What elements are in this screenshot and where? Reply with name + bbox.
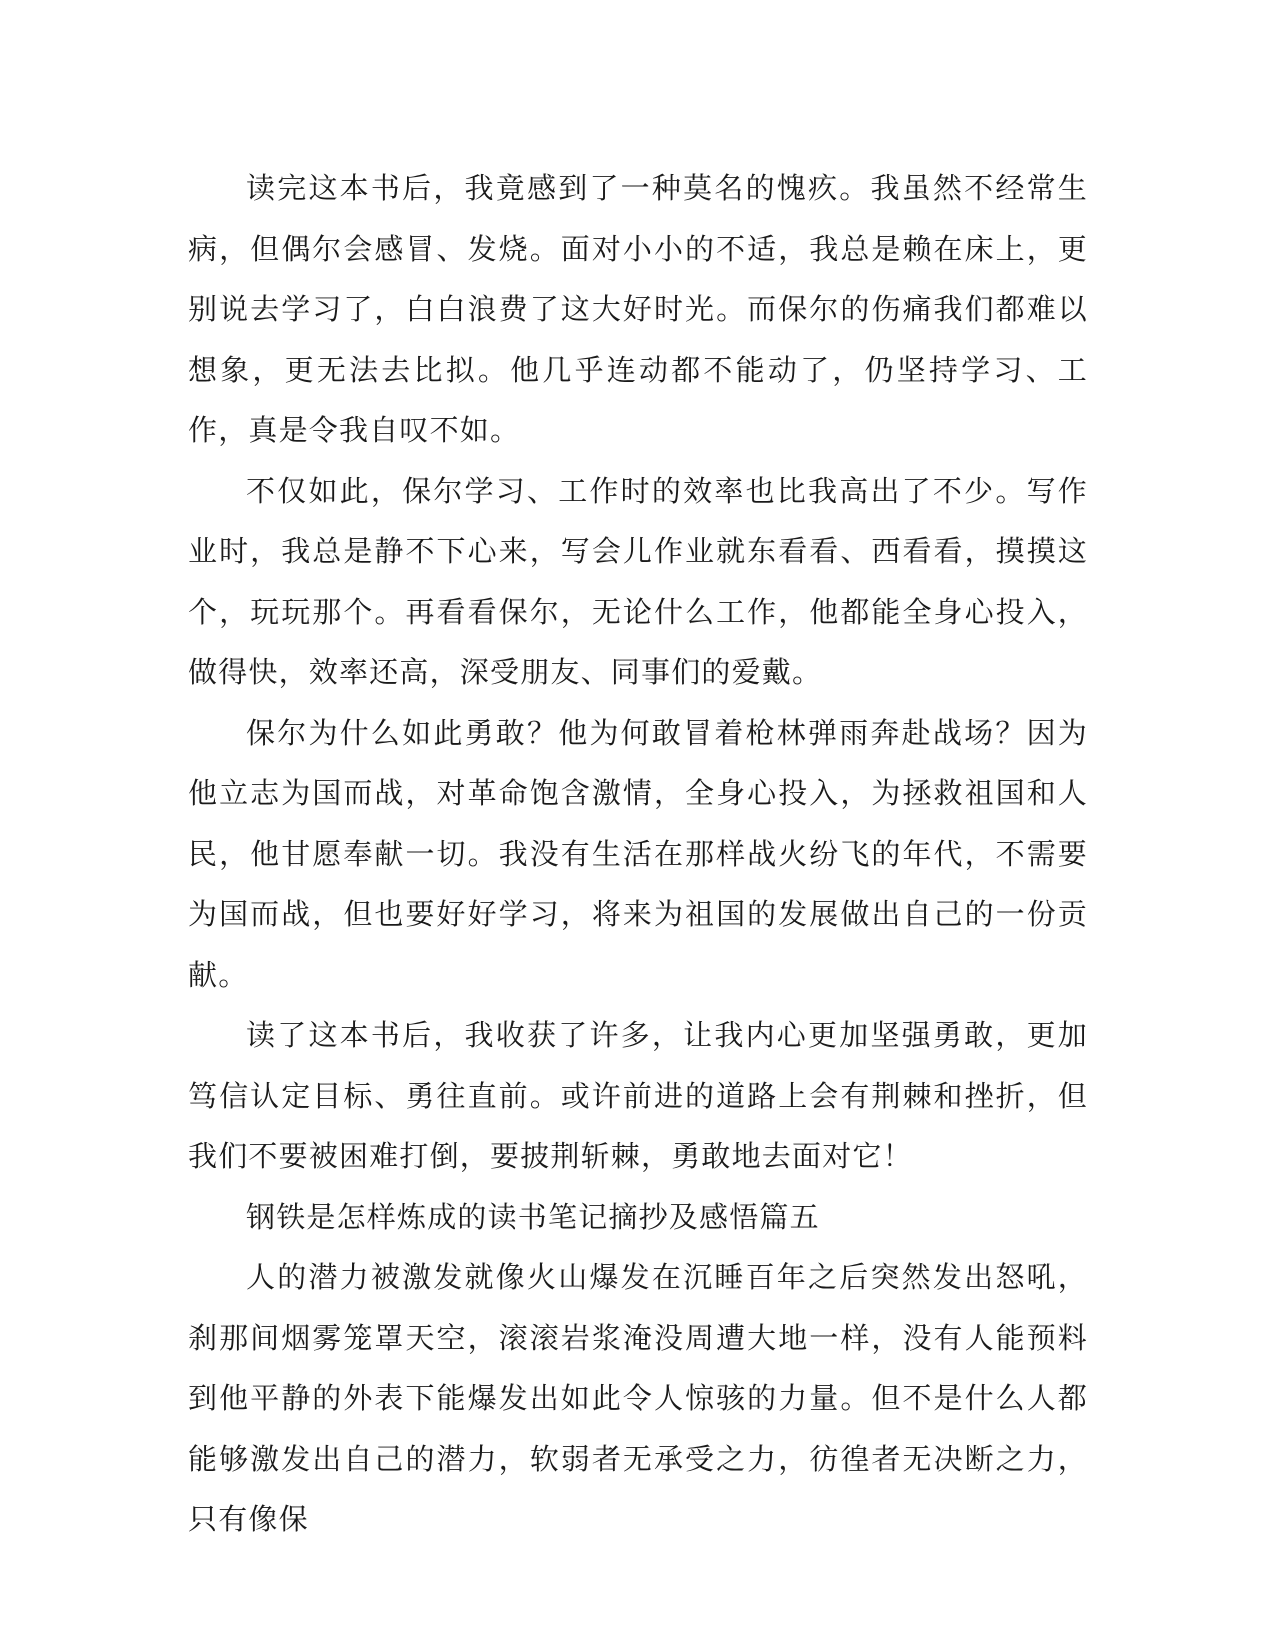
paragraph-potential: 人的潜力被激发就像火山爆发在沉睡百年之后突然发出怒吼，刹那间烟雾笼罩天空，滚滚岩浆淹没周遭大地一样，没有人能预料到他平静的外表下能爆发出如此令人惊骇的力量。但不是什么人都能够激发出自己的潜力，软弱者无承受之力，彷徨者无决断之力，只有像保 <box>188 1260 1088 1536</box>
paragraph-reflection: 读了这本书后，我收获了许多，让我内心更加坚强勇敢，更加笃信认定目标、勇往直前。或许前进的道路上会有荆棘和挫折，但我们不要被困难打倒，要披荆斩棘，勇敢地去面对它！ <box>188 1018 1088 1173</box>
paragraph-guilt: 读完这本书后，我竟感到了一种莫名的愧疚。我虽然不经常生病，但偶尔会感冒、发烧。面对小小的不适，我总是赖在床上，更别说去学习了，白白浪费了这大好时光。而保尔的伤痛我们都难以想象，更无法去比拟。他几乎连动都不能动了，仍坚持学习、工作，真是令我自叹不如。 <box>188 171 1088 447</box>
document-body <box>188 158 1088 1550</box>
section-heading: 钢铁是怎样炼成的读书笔记摘抄及感悟篇五 <box>246 1199 820 1234</box>
paragraph-efficiency: 不仅如此，保尔学习、工作时的效率也比我高出了不少。写作业时，我总是静不下心来，写会儿作业就东看看、西看看，摸摸这个，玩玩那个。再看看保尔，无论什么工作，他都能全身心投入，做得快，效率还高，深受朋友、同事们的爱戴。 <box>188 473 1088 689</box>
paragraph-courage: 保尔为什么如此勇敢？他为何敢冒着枪林弹雨奔赴战场？因为他立志为国而战，对革命饱含激情，全身心投入，为拯救祖国和人民，他甘愿奉献一切。我没有生活在那样战火纷飞的年代，不需要为国而战，但也要好好学习，将来为祖国的发展做出自己的一份贡献。 <box>188 715 1088 992</box>
